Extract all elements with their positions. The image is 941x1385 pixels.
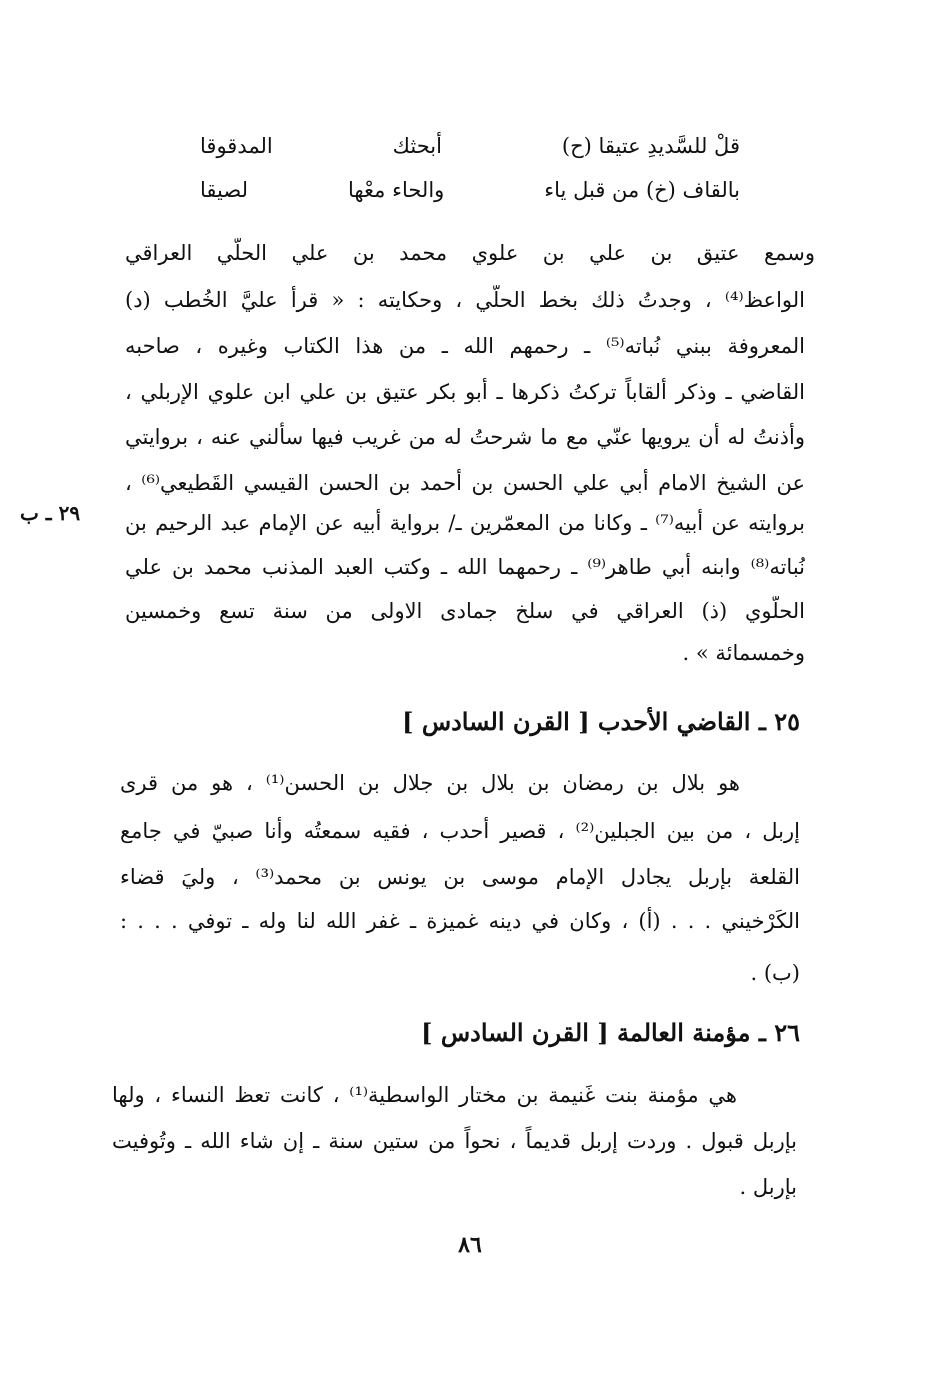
page-number: ٨٦ [458,1232,482,1258]
paragraph-1-line-1: وسمع عتيق بن علي بن علوي محمد بن علي الحلّي العراقي [125,241,815,265]
paragraph-1-line-7: بروايته عن أبيه⁽⁷⁾ ـ وكانا من المعمّرين ـ/ برواية أبيه عن الإمام عبد الرحيم بن [125,511,805,535]
entry-26-line-3: بإربل . [739,1175,797,1199]
margin-folio-note: ٢٩ ـ ب [20,501,81,525]
paragraph-1-line-6: عن الشيخ الامام أبي علي الحسن بن أحمد بن الحسن القيسي القَطيعي⁽⁶⁾ ، [125,471,805,495]
verse-1-part-3: المدقوقا [200,134,273,158]
entry-26-heading: ٢٦ ـ مؤمنة العالمة [ القرن السادس ] [421,1018,800,1047]
paragraph-1-line-5: وأذنتُ له أن يرويها عنّي مع ما شرحتُ له من غريب فيها سألني عنه ، بروايتي [125,425,805,449]
paragraph-1-line-9: الحلّوي (ذ) العراقي في سلخ جمادى الاولى من سنة تسع وخمسين [125,599,805,623]
verse-2-part-3: لصيقا [200,178,248,202]
paragraph-1-line-4: القاضي ـ وذكر ألقاباً تركتُ ذكرها ـ أبو بكر عتيق بن علي ابن علوي الإربلي ، [125,380,805,404]
entry-25-line-5: (ب) . [750,961,800,985]
paragraph-1-line-3: المعروفة ببني نُباته⁽⁵⁾ ـ رحمهم الله ـ من هذا الكتاب وغيره ، صاحبه [125,334,805,358]
entry-25-line-3: القلعة بإربل يجادل الإمام موسى بن يونس بن محمد⁽³⁾ ، وليَ قضاء [120,865,800,889]
paragraph-1-line-8: نُباته⁽⁸⁾ وابنه أبي طاهر⁽⁹⁾ ـ رحمهما الله ـ وكتب العبد المذنب محمد بن علي [125,555,805,579]
paragraph-1-line-2: الواعظ⁽⁴⁾ ، وجدتُ ذلك بخط الحلّي ، وحكايته : « قرأ عليَّ الخُطب (د) [125,288,805,312]
verse-1-part-2: أبحثك [392,134,442,158]
verse-2-part-1: بالقاف (خ) من قبل ياء [544,178,740,202]
verse-line-1 [200,126,740,166]
verse-line-2 [200,170,740,210]
entry-25-line-1: هو بلال بن رمضان بن بلال بن جلال بن الحسن⁽¹⁾ ، هو من قرى [120,771,740,795]
entry-25-heading: ٢٥ ـ القاضي الأحدب [ القرن السادس ] [402,707,800,736]
entry-26-line-1: هي مؤمنة بنت غَنيمة بن مختار الواسطية⁽¹⁾ ، كانت تعظ النساء ، ولها [112,1083,737,1107]
entry-25-line-4: الكَرْخيني . . . (أ) ، وكان في دينه غميزة ـ غفر الله لنا وله ـ توفي . . . : [120,909,800,933]
verse-2-part-2: والحاء معْها [347,178,445,202]
verse-1-part-1: قلْ للسَّديدِ عتيقا (ح) [561,134,740,158]
entry-25-line-2: إربل ، من بين الجبلين⁽²⁾ ، قصير أحدب ، فقيه سمعتُه وأنا صبيّ في جامع [120,819,800,843]
entry-26-line-2: بإربل قبول . وردت إربل قديماً ، نحواً من ستين سنة ـ إن شاء الله ـ وتُوفيت [112,1129,797,1153]
paragraph-1-line-10: وخمسمائة » . [682,641,805,665]
